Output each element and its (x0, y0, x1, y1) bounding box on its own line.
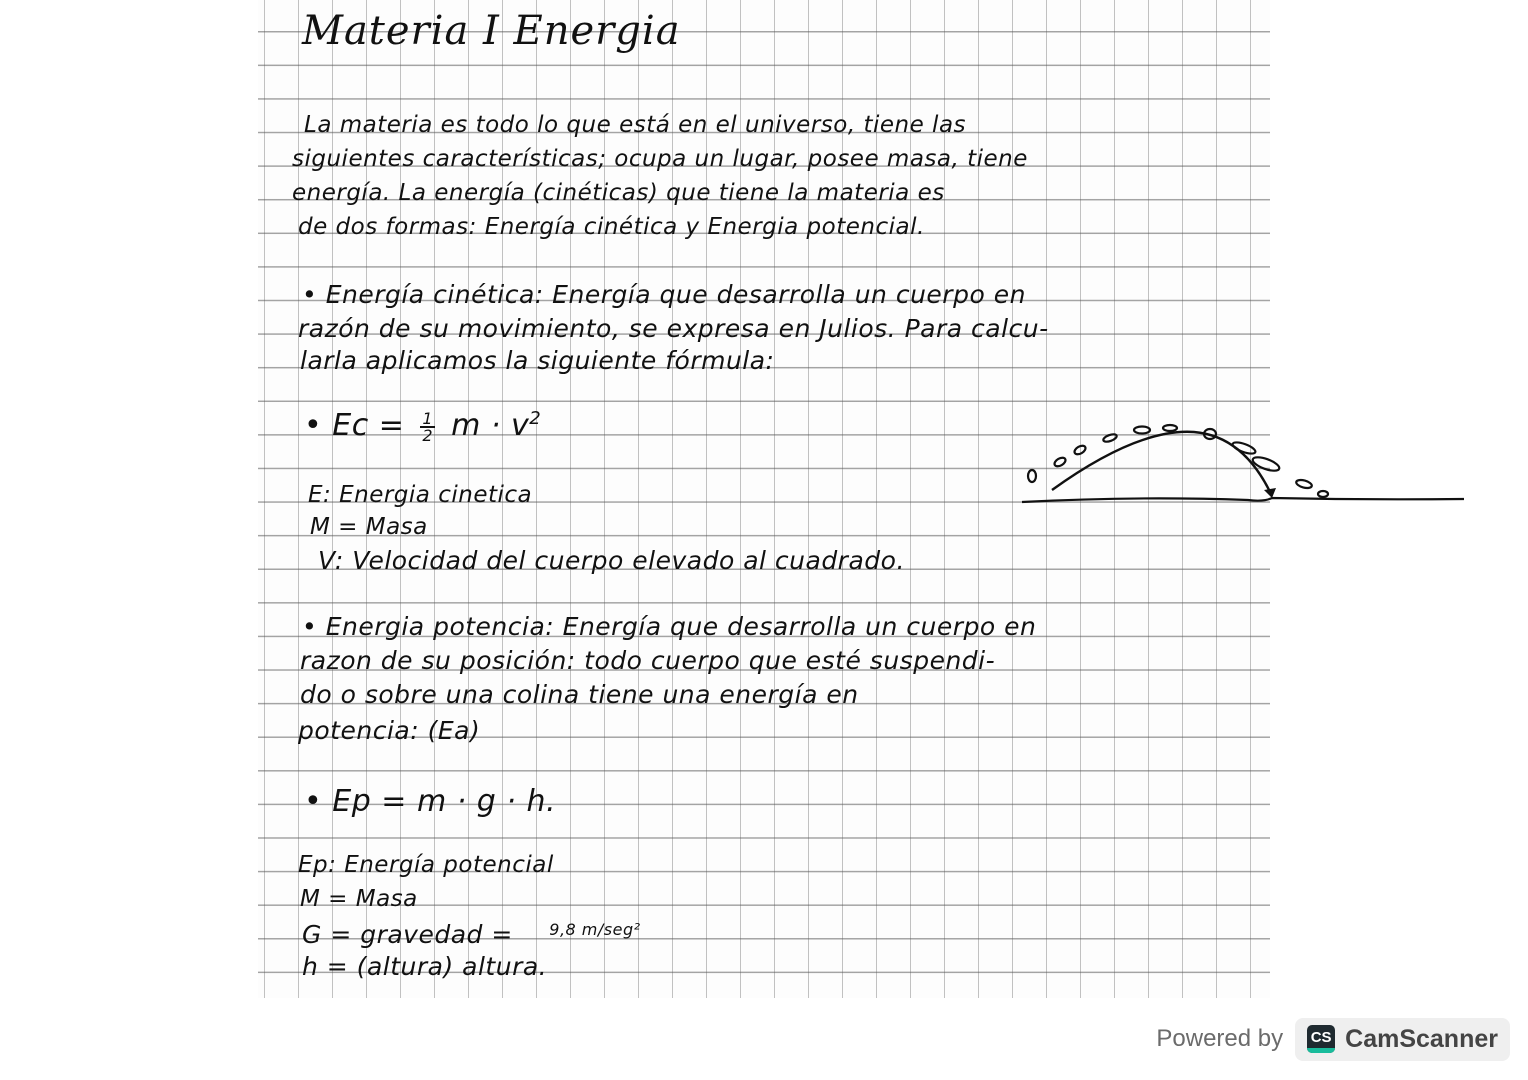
kinetic-formula (304, 408, 541, 443)
kinetic-legend-1: E: Energia cinetica (308, 482, 533, 508)
kinetic-line-2: razón de su movimiento, se expresa en Julios. Para calcu- (298, 314, 1049, 343)
intro-line-2: siguientes características; ocupa un lugar, posee masa, tiene (292, 146, 1028, 172)
camscanner-brand: CamScanner (1345, 1024, 1498, 1053)
fraction-denominator: 2 (422, 425, 434, 445)
potential-line-3: do o sobre una colina tiene una energía en (300, 680, 859, 709)
powered-by-label: Powered by (1156, 1025, 1284, 1052)
gravity-label: G = gravedad = (302, 920, 513, 949)
potential-legend-4: h = (altura) altura. (302, 952, 548, 981)
formula-fraction (420, 408, 435, 445)
intro-line-4: de dos formas: Energía cinética y Energia potencial. (298, 214, 925, 240)
kinetic-line-3: larla aplicamos la siguiente fórmula: (300, 346, 775, 375)
projectile-sketch (1018, 412, 1468, 512)
page-title: Materia I Energia (302, 8, 681, 54)
intro-line-3: energía. La energía (cinéticas) que tiene la materia es (292, 180, 945, 206)
potential-line-2: razon de su posición: todo cuerpo que esté suspendi- (300, 646, 996, 675)
potential-line-4: potencia: (Ea) (298, 716, 481, 745)
kinetic-legend-3: V: Velocidad del cuerpo elevado al cuadrado. (318, 546, 905, 575)
formula-exponent: 2 (529, 408, 542, 429)
potential-legend-3 (302, 920, 641, 949)
kinetic-line-1: • Energía cinética: Energía que desarrolla un cuerpo en (302, 280, 1026, 309)
potential-legend-2: M = Masa (300, 886, 418, 912)
formula-bullet: • (304, 408, 323, 443)
notebook-page (258, 0, 1270, 998)
potential-legend-1: Ep: Energía potencial (298, 852, 554, 878)
potential-formula (304, 784, 556, 819)
formula-lhs: Ec = (332, 408, 405, 443)
kinetic-legend-2: M = Masa (310, 514, 428, 540)
intro-line-1: La materia es todo lo que está en el universo, tiene las (304, 112, 967, 138)
camscanner-badge (1295, 1018, 1510, 1061)
potential-line-1: • Energia potencia: Energía que desarrolla un cuerpo en (302, 612, 1037, 641)
formula-text: Ep = m · g · h. (332, 784, 556, 819)
fraction-numerator: 1 (422, 408, 434, 428)
gravity-value: 9,8 m/seg² (549, 920, 641, 939)
formula-rhs: m · v (451, 408, 530, 443)
camscanner-watermark (1156, 1016, 1510, 1062)
camscanner-logo-icon: CS (1307, 1025, 1335, 1053)
formula-bullet: • (304, 784, 323, 819)
